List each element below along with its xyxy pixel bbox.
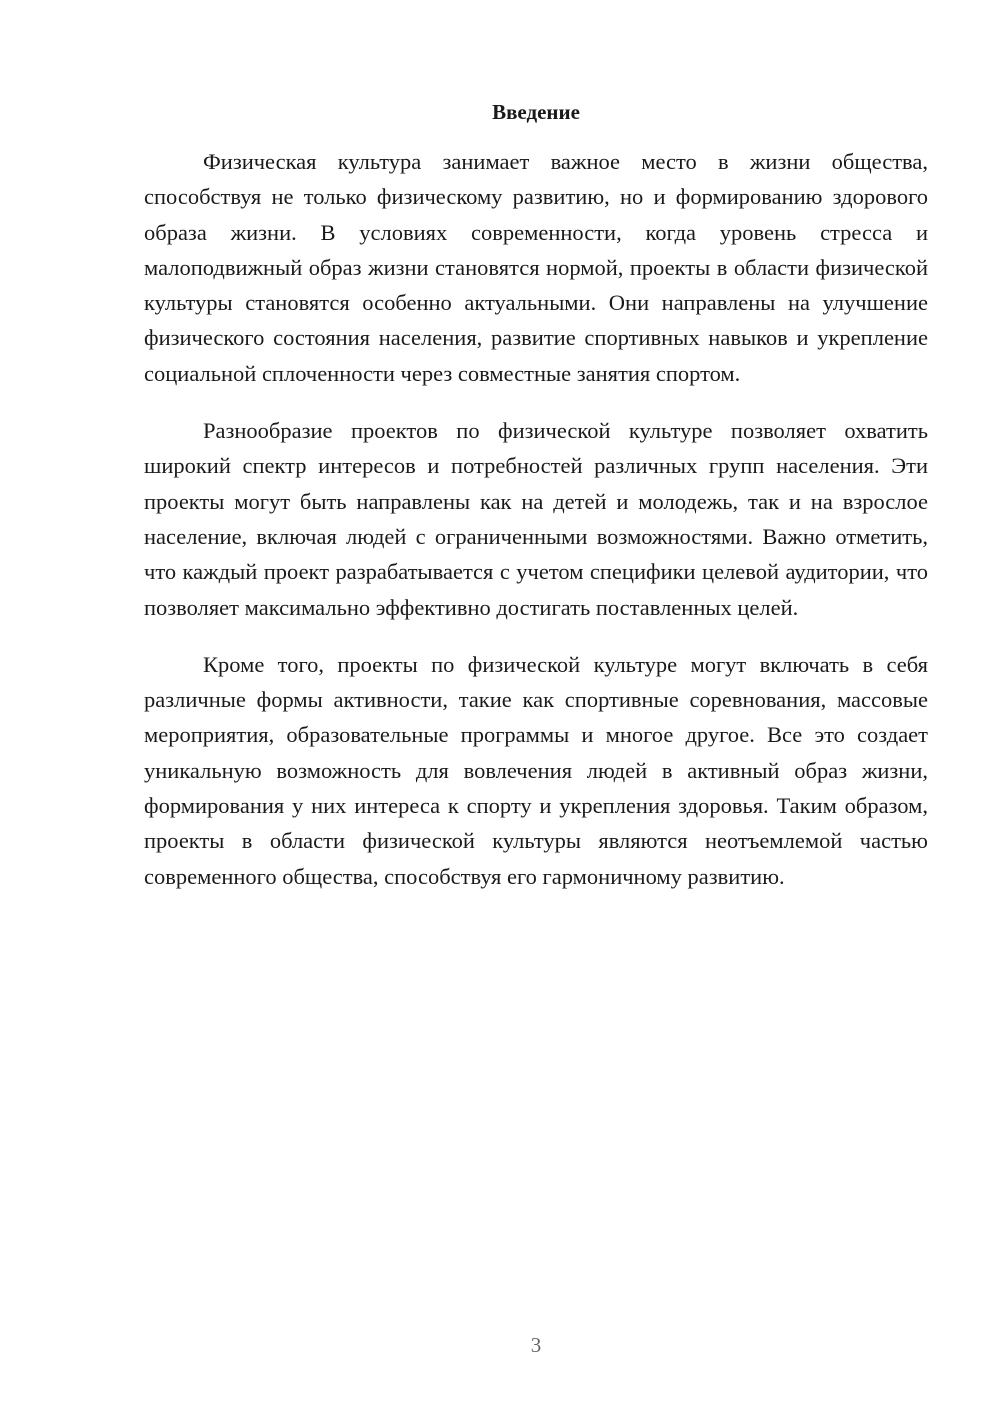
page-number: 3 xyxy=(530,1333,542,1357)
paragraph-1: Физическая культура занимает важное место в жизни общества, способствуя не только физическому развитию, но и формированию здорового образа жизни. В условиях современности, когда уровень стресса и малоподвижный образ жизни становятся нормой, проекты в области физической культуры становятся особенно актуальными. Они направлены на улучшение физического состояния населения, развитие спортивных навыков и укрепление социальной сплоченности через совместные занятия спортом. xyxy=(144,149,928,386)
section-title: Введение xyxy=(492,100,580,124)
paragraph-2: Разнообразие проектов по физической культуре позволяет охватить широкий спектр интересов и потребностей различных групп населения. Эти проекты могут быть направлены как на детей и молодежь, так и на взрослое население, включая людей с ограниченными возможностями. Важно отметить, что каждый проект разрабатывается с учетом специфики целевой аудитории, что позволяет максимально эффективно достигать поставленных целей. xyxy=(144,418,928,620)
paragraph-3: Кроме того, проекты по физической культуре могут включать в себя различные формы активности, такие как спортивные соревнования, массовые мероприятия, образовательные программы и многое другое. Все это создает уникальную возможность для вовлечения людей в активный образ жизни, формирования у них интереса к спорту и укрепления здоровья. Таким образом, проекты в области физической культуры являются неотъемлемой частью современного общества, способствуя его гармоничному развитию. xyxy=(144,651,928,889)
body-text xyxy=(144,144,928,916)
